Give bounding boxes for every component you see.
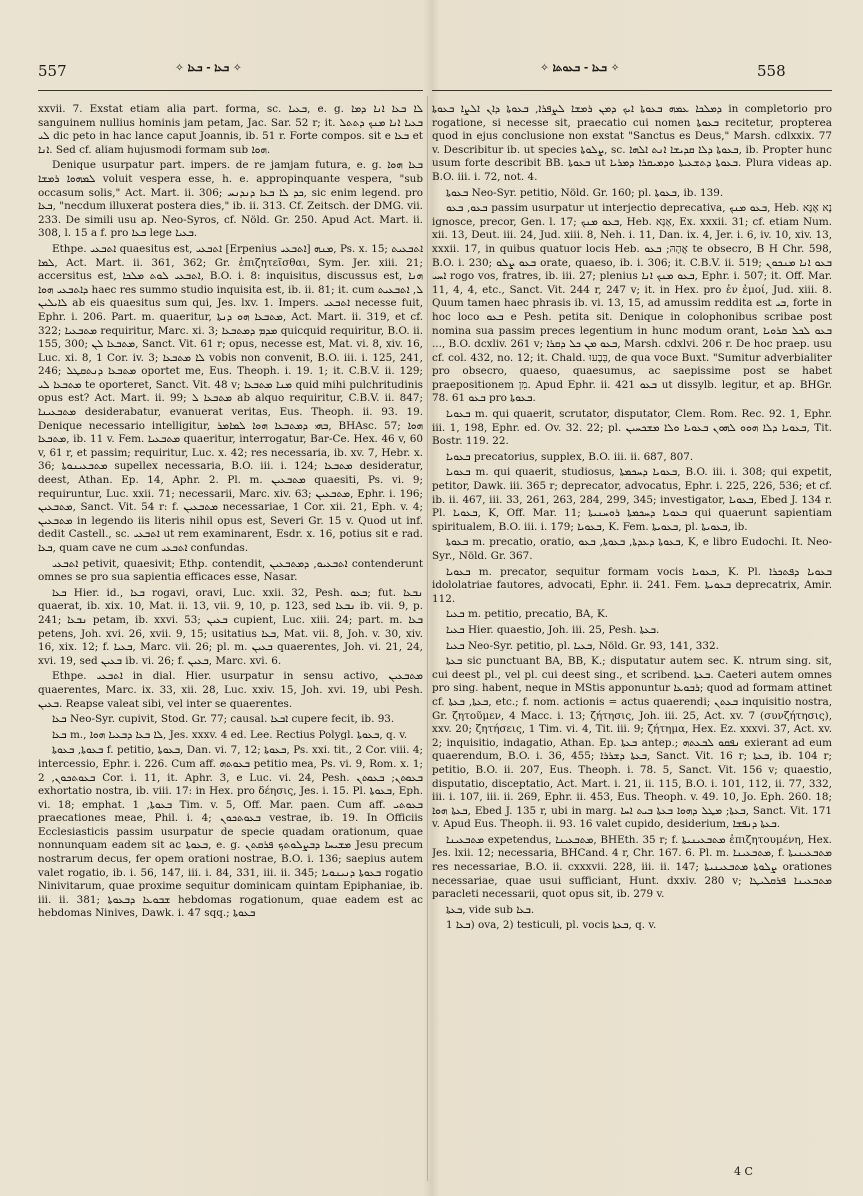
entry-paragraph: ܕܡܠܟܐ ܥܡܗ ܒܥܘܬܐ ܐܝܟ ܕܡܢ ܪܡܫܐ ܠܨܦܪܐ, ܒܥܘܬܐ ܕܐܢ ܐܠܨܐ ܒܥܘܬܐ in completorio pro rogatione, si necesse sit, praecatio cui nomen ܒܥܘܬܐ recitetur, propterea quod in ejus conclusione non exstat "Sanctus es Deus," Marsh. cdlxxix. 77 v. Describitur ib. ut species ܨܠܘܬܐ, sc. ܒܥܘܬܐ ܕܠܐ ܩܕܝܫܐ ܐܢܬ ܐܠܗܐ, ib. Propter hunc usum forte describit BB. ܒܥܘܬܐ ut ܒܥܘܬܐ ܕܬܫܥܝܬܐ ܘܕܡܝܩܪܐ ܕܡܪܝܐ. Plura videas ap. B.O. iii. i. 72, not. 4. (432, 103, 832, 183)
left-page-number: 557 (38, 62, 67, 80)
entry-paragraph: ܒܥܝܐ Neo-Syr. petitio, pl. ܒܥܝܐ, Nöld. Gr. 93, 141, 332. (446, 639, 719, 652)
page-header (0, 52, 863, 92)
entry-paragraph: ܒܥܘܝܐ m. precator, sequitur formam vocis ܒܥܘܝܐ, K. Pl. ܒܥܘܝܐ ܕܦܬܟܪܐ idololatriae fautores, advocati, Ephr. ii. 241. Fem. ܒܥܘܝܬܐ deprecatrix, Amir. 112. (432, 565, 832, 605)
left-column (38, 103, 423, 1178)
entry-paragraph: ܒܥܘܬܐ Neo-Syr. petitio, Nöld. Gr. 160; pl. ܒܥܘܬܐ, ib. 139. (446, 186, 724, 199)
entry-paragraph: ܒܥܝܐ Hier. quaestio, Joh. iii. 25, Pesh. ܒܥܬܐ. (446, 623, 660, 636)
left-header-rule (38, 90, 423, 91)
entry-paragraph: ܒܥܘܝܐ precatorius, supplex, B.O. iii. ii. 687, 807. (446, 450, 694, 463)
entry-paragraph: ܒܥܘܬܐ, ܒܥܘܬܐ f. petitio, ܒܥܘܬܐ, Dan. vi. 7, 12; ܒܥܘܬܐ, Ps. xxi. tit., 2 Cor. viii. 4; intercessio, Ephr. i. 226. Cum aff. ܒܥܘܬܗ petitio mea, Ps. vi. 9, Rom. x. 1; ܒܥܘܬܟܘܢ, 2 Cor. i. 11, it. Aphr. 3, e Luc. vi. 24, Pesh. ܒܥܘܬܢ; ܒܥܘܬܢ exhortatio nostra, ib. viii. 17: in Hex. pro δέησις, Jes. i. 15. Pl. ܒܥܘܬܐ, Eph. vi. 18; emphat. ܒܥܘܬܐ, 1 Tim. v. 5, Off. Mar. paen. Cum aff. ܒܥܘܬܝ praecationes meae, Phil. i. 4; ܒܥܘܬܟܘܢ vestrae, ib. 19. In Officiis Ecclesiasticis passim usurpatur de specie quadam orationum, quae nonnunquam eadem sit ac ܒܥܘܬܐ, e. g. ܡܫܝܚܐ ܕܒܨܠܘܬܟ ܦܪܩܬܢ Jesu precum nostrarum decus, fer opem orationi nostrae, B.O. i. 136; saepius autem valet rogatio, ib. i. 56, 147, iii. i. 84, 331, iii. ii. 345; ܒܥܘܬܐ ܕܢܝܢܘܝܐ rogatio Ninivitarum, quae proxime sequitur dominicam quintam Epiphaniae, ib. iii. ii. 381; ܫܒܘܥܐ ܕܒܥܘܬܐ hebdomas rogationum, quae eadem est ac hebdomas Ninives, Dawk. i. 47 sqq.; ܒܥܘܬܐ (38, 744, 423, 920)
right-running-head: ✧ ܒܥܐ - ܒܥܘܬܐ ✧ (540, 62, 620, 74)
right-column (432, 103, 832, 1153)
entry-paragraph: ܒܥܘܝܐ m. qui quaerit, studiosus, ܒܥܘܝܐ ܕܚܟܡܬܐ, B.O. iii. i. 308; qui expetit, petitor, Dawk. iii. 365 r; deprecator, advocatus, Ephr. i. 225, 226, 536; et cf. ib. ii. 467, iii. 33, 261, 263, 284, 299, 345; investigator, ܒܥܘܝܐ, Ebed J. 134 r. Pl. ܒܥܘܝܐ, K, Off. Mar. 11; ܒܥܘܝܐ ܕܚܟܡܬܐ ܪܘܚܢܝܬܐ qui quaerunt sapientiam spiritualem, B.O. iii. i. 179; ܒܥܘܝܐ, K. Fem. ܒܥܘܝܬܐ, pl. ܒܥܘܝܬܐ, ib. (432, 466, 832, 533)
entry-paragraph: ܒܥܝܐ m. petitio, precatio, BA, K. (446, 608, 609, 621)
entry-paragraph: Ethpe. ܐܬܒܥܝ quaesitus est, ܐܬܒܥܝ [Erpenius ܐܬܒܥܝ] ܡܢܗ, Ps. x. 15; ܐܬܒܥܝܬ ܠܡܐ, Act. Mart. ii. 361, 362; Gr. ἐπιζητεῖσθαι, Sym. Jer. xiii. 21; accersitus est, ܐܬܒܥܝ ܠܘܬ ܡܠܟܐ, B.O. i. 8: inquisitus, discussus est, ܗܢܐ ܕܐܬܒܥܝ ܗܘܐ haec res summo studio inquisita est, ib. ii. 81; it. cum ܠ, ܐܬܒܥܝܬ ܠܐܝܠܝܢ ab eis quaesitus sum qui, Jes. lxv. 1. Impers. ܐܬܒܥܝ necesse fuit, Ephr. i. 206. Part. m. quaeritur, ܡܬܒܥܐ ܗܘ ܕܢܬܐ, Act. Mart. ii. 319, et cf. 322; ܡܬܒܥܝܐ requiritur, Marc. xi. 3; ܡܕܡ ܕܡܬܒܥܐ quicquid requiritur, B.O. ii. 155, 300; ܡܬܒܥܐ ܠܢ, Sanct. Vit. 61 r; opus, necesse est, Mat. vi. 8, xiv. 16, Luc. xi. 8, 1 Cor. iv. 3; ܠܐ ܡܬܒܥܐ vobis non convenit, B.O. iii. i. 125, 241, 246; ܡܬܒܥܐ ܕܢܬܩܛܠ oportet me, Eus. Theoph. i. 19. 1; it. C.B.V. ii. 129; ܡܬܒܥܐ ܠܝ te oporteret, Sanct. Vit. 48 v; ܡܢܐ ܡܬܒܥܐ quid mihi pulchritudinis opus est? Act. Mart. ii. 99; ܡܬܒܥܐ ܠ ab alquo requiritur, C.B.V. ii. 847; ܡܬܒܥܝܢܐ desiderabatur, evanuerat veritas, Eus. Theoph. ii. 93. 19. Denique necessario intelligitur, ܒܗܝ ܕܡܬܒܥܐ ܗܘܐ ܠܡܐܡܪ, BHAsc. 57; ܗܘܐ ܡܬܒܥܐ, ib. 11 v. Fem. ܡܬܒܥܝܐ quaeritur, interrogatur, Bar-Ce. Hex. 46 v, 60 v, 61 r, et passim; requiritur, Luc. x. 42; res necessaria, ib. xv. 7, Hebr. x. 36; ܡܬܒܥܝܢܘܬܐ supellex necessaria, B.O. iii. i. 124; ܡܬܒܥܐ desideratur, deest, Athan. Ep. 14, Aphr. 2. Pl. m. ܡܬܒܥܝܢ quaesiti, Ps. vi. 9; requiruntur, Luc. xxii. 71; necessarii, Marc. xiv. 63; ܡܬܒܥܝܢ, Ephr. i. 196; ܡܬܒܥܝܢ, Sanct. Vit. 54 r: f. ܡܬܒܥܝܢ necessariae, 1 Cor. xii. 21, Eph. v. 4; ܡܬܒܥܝܢ in legendo iis literis nihil opus est, Severi Gr. 15 v. Quod ut inf. dedit Castell., sc. ܐܬܒܥܝ ut rem examinarent, Esdr. x. 16, potius sit e rad. ܒܥܐ, quam cave ne cum ܐܬܒܥܝ confundas. (38, 242, 423, 554)
gutter (427, 96, 428, 1181)
entry-paragraph: ܐܬܒܥܝ petivit, quaesivit; Ethp. contendit, ܐܬܒܥܝܘ, ܕܡܬܒܥܝܢ contenderunt omnes se pro sua sapientia efficaces esse, Nasar. (38, 557, 423, 584)
entry-paragraph: ܡܬܒܥܝܢܐ expetendus, ܡܬܒܥܝܢܐ, BHEth. 35 r; f. ܡܬܒܥܝܢܝܬܐ ἐπιζητουμένη, Hex. Jes. lxii. 12; necessaria, BHCand. 4 r, Chr. 167. 6. Pl. m. ܡܬܒܥܝܢܐ, f. ܡܬܒܥܝܢܝܬܐ res necessariae, B.O. ii. cxxxvii. 228, iii. ii. 147; ܨܠܘܬܐ ܡܬܒܥܝܢܝܬܐ orationes necessariae, quae usui sufficiant, Hunt. dxxiv. 280 v; ܡܬܒܥܝܢܐ ܦܪܩܠܝܛܐ paracleti necessarii, quot opus sit, ib. 279 v. (432, 833, 832, 901)
entry-paragraph: ܒܥܐ Neo-Syr. cupivit, Stod. Gr. 77; causal. ܐܒܥܐ cupere fecit, ib. 93. (52, 713, 395, 726)
entry-paragraph: ܒܥܐ Hier. id., ܒܥܐ rogavi, oravi, Luc. xxii. 32, Pesh. ܒܥܘ; fut. ܢܒܥܐ quaerat, ib. xix. 10, Mat. ii. 13, vii. 9, 10, p. 123, sed ܢܒܥܐ ib. vii. 9, p. 241; ܢܒܥܐ petam, ib. xxvi. 53; ܒܥܝܢ cupient, Luc. xiii. 24; part. m. ܒܥܐ petens, Joh. xvi. 26, xvii. 9, 15; usitatius ܒܥܐ, Mat. vii. 8, Joh. v. 30, xiv. 16, xix. 12; f. ܒܥܝܐ, Marc. vii. 26; pl. m. ܒܥܝܢ quaerentes, Joh. vi. 21, 24, xvi. 19, sed ܒܥܝܢ ib. vi. 26; f. ܒܥܝܢ, Marc. xvi. 6. (38, 586, 423, 667)
entry-paragraph: ܒܥܬܐ sic punctuant BA, BB, K.; disputatur autem sec. K. ntrum sing. sit, cui deest pl., vel pl. cui deest sing., et scribend. ܒܥܬܐ. Caeteri autem omnes pro sing. habent, neque in MStis apponuntur ܪܒܘܥܐ; quod ad formam attinet cf. ܒܥܬܐ, ܒܥܬܐ, etc.; f. nom. actionis = actus quaerendi; ܒܥܬܢ inquisitio nostra, Gr. ζητοῦμεν, 4 Macc. i. 13; ζήτησις, Joh. iii. 25, Act. xv. 7 (συνζήτησις), xxv. 20; ζητήσεις, 1 Tim. vi. 4, Tit. iii. 9; ζήτημα, Hex. Ez. xxxvi. 37, Act. xv. 2; inquisitio, indagatio, Athan. Ep. ܒܥܬܐ antep.; ܢܦܩܘ ܠܒܥܬܗ exierant ad eum quaerendum, B.O. i. 36, 455; ܒܥܬܐ ܕܫܪܪܐ, Sanct. Vit. 16 r; ܒܥܬܐ, ib. 104 r; petitio, B.O. ii. 207, Eus. Theoph. i. 78. 5, Sanct. Vit. 156 v; quaestio, disputatio, disceptatio, Act. Mart. i. 21, ii. 115, B.O. i. 101, 112, ii. 77, 332, iii. i. 107, iii. ii. 269, Ephr. ii. 453, Eus. Theoph. v. 49. 10, Jo. Eph. 260. 18; ܒܥܬܐ ܗܘܐ, Ebed J. 135 r, ubi in marg. ܒܥܬܐ; ܡܛܠ ܕܗܘܐ ܒܥܬܐ ܒܝܬ ܐܚܐ, Sanct. Vit. 171 v. Apud Eus. Theoph. ii. 93. 16 valet cupido, desiderium, ܒܥܬܐ ܕܢܦܫܐ. (432, 655, 832, 831)
entry-paragraph: ܒܥܐ m., ܠܐ ܒܥܐ ܕܒܥܝܐ ܗܘܐ, Jes. xxxv. 4 ed. Lee. Rectius Polygl. ܒܥܘܬܐ, q. v. (52, 728, 408, 741)
signature-mark: 4 C (734, 1165, 753, 1178)
entry-paragraph: Denique usurpatur part. impers. de re jamjam futura, e. g. ܒܥܐ ܗܘܐ ܠܡܗܘܐ ܪܡܫܐ voluit vespera esse, h. e. appropinquante vespera, "sub occasum solis," Act. Mart. ii. 306; ܟܕ ܠܐ ܒܥܐ ܕܢܕܢܚ, sic enim legend. pro ܒܥܐ, "necdum illuxerat postera dies," ib. ii. 313. Cf. Zeitsch. der DMG. vii. 233. De simili usu ap. Neo-Syros, cf. Nöld. Gr. 250. Apud Act. Mart. ii. 308, l. 15 a f. pro ܒܥܐ lege ܒܥܝܐ. (38, 159, 423, 240)
entry-paragraph: Ethpe. ܐܬܒܥܝ in dial. Hier. usurpatur in sensu activo, ܡܬܒܥܝܢ quaerentes, Marc. ix. 33, xii. 28, Luc. xxiv. 15, Joh. xvi. 19, ubi Pesh. ܒܥܝܢ. Reapse valeat sibi, vel inter se quaerentes. (38, 670, 423, 710)
entry-paragraph: ܒܥܘܬܐ m. precatio, oratio, ܒܥܘܬܐ ܕܥܕܬܐ, ܒܥܘܬܐ, ܒܥܘ, K, e libro Eudochi. It. Neo-Syr., Nöld. Gr. 367. (432, 536, 832, 562)
entry-paragraph: xxvii. 7. Exstat etiam alia part. forma, sc. ܒܥܝܐ, e. g. ܠܐ ܒܥܐ ܐܢܐ ܕܡܐ sanguinem nullius hominis jam petam, Jac. Sar. 52 r; it. ܒܥܝܐ ܐܢܐ ܡܢܟ ܕܬܬܠ ܠܝ dic peto in hac lance caput Joannis, ib. 51 r. Forte compos. sit e ܒܥܐ et ܐܢܐ. Sed cf. aliam hujusmodi formam sub ܗܘܐ. (38, 103, 423, 156)
left-running-head: ✧ ܒܥܐ - ܒܥܐ ✧ (175, 62, 242, 74)
entry-paragraph: ܒܥܐ 1) ova, 2) testiculi, pl. vocis ܒܥܬܐ, q. v. (446, 919, 657, 932)
entry-paragraph: ܒܥܘܝܐ m. qui quaerit, scrutator, disputator, Clem. Rom. Rec. 92. 1, Ephr. iii. 1, 198, Ephr. ed. Ov. 32. 22; pl. ܒܥܘܝܐ ܕܠܐ ܗܘܘ ܠܗܘܢ ܒܥܘܝܐ ܘܠܐ ܡܫܟܚܝܢ, Tit. Bostr. 119. 22. (432, 408, 832, 448)
entry-paragraph: ܒܥܘ, ܒܥܘ passim usurpatur ut interjectio deprecativa, ܒܥܘ ܡܢܟ, Heb. נָא אָנָּא ignosce, precor, Gen. l. 17; ܒܥܘ ܡܢܟ, Heb. אָנָּא, Ex. xxxii. 31; cf. etiam Num. xii. 13, Deut. iii. 24, Jud. xiii. 8, Neh. i. 11, Dan. ix. 4, Jer. i. 6, iv. 10, xiv. 13, xxxii. 17, in quibus quatuor locis Heb. אֲהָהּ; ܒܥܘ te obsecro, B H Chr. 598, B.O. i. 230; ܒܥܘ ܨܠܘ orate, quaeso, ib. i. 306; it. C.B.V. ii. 519; ܒܥܘ ܐܢܐ ܡܢܟܘܢ ܐܚܝ rogo vos, fratres, ib. iii. 27; plenius ܒܥܘ ܡܢܟ ܐܢܐ, Ephr. i. 507; it. Off. Mar. 11, 4, 4, etc., Sanct. Vit. 244 r, 247 v; it. in Hex. pro ἐν ἐμοί, Jud. xiii. 8. Quum tamen haec phrasis ib. vi. 13, 15, ad amussim reddita est ܒܝ, forte in hoc loco ܒܥܘ e Pesh. petita sit. Denique in colophonibus scribae post nomina sua passim preces legentium in hunc modum orant, ܒܥܘ ܠܟܠ ܩܪܘܝܐ ..., B.O. dcxliv. 261 v; ܒܥܘ ܡܢ ܟܠ ܕܩܪܐ, Marsh. cdxlvi. 206 r. De hoc praep. usu cf. col. 432, no. 12; it. Chald. בְּבָעוּ, de qua voce Buxt. "Sumitur adverbialiter pro obsecro, quaeso, quaesumus, ac saepissime post se habet praepositionem מִן. Apud Ephr. ii. 421 ܒܥܘ ut dissylb. legitur, et ap. BHGr. 78. 61 ܒܥܘ pro ܒܥܘܬܐ. (432, 202, 832, 405)
right-header-rule (432, 90, 832, 91)
entry-paragraph: ܒܥܬܐ, vide sub ܒܥܐ. (446, 903, 535, 916)
right-page-number: 558 (757, 62, 786, 80)
